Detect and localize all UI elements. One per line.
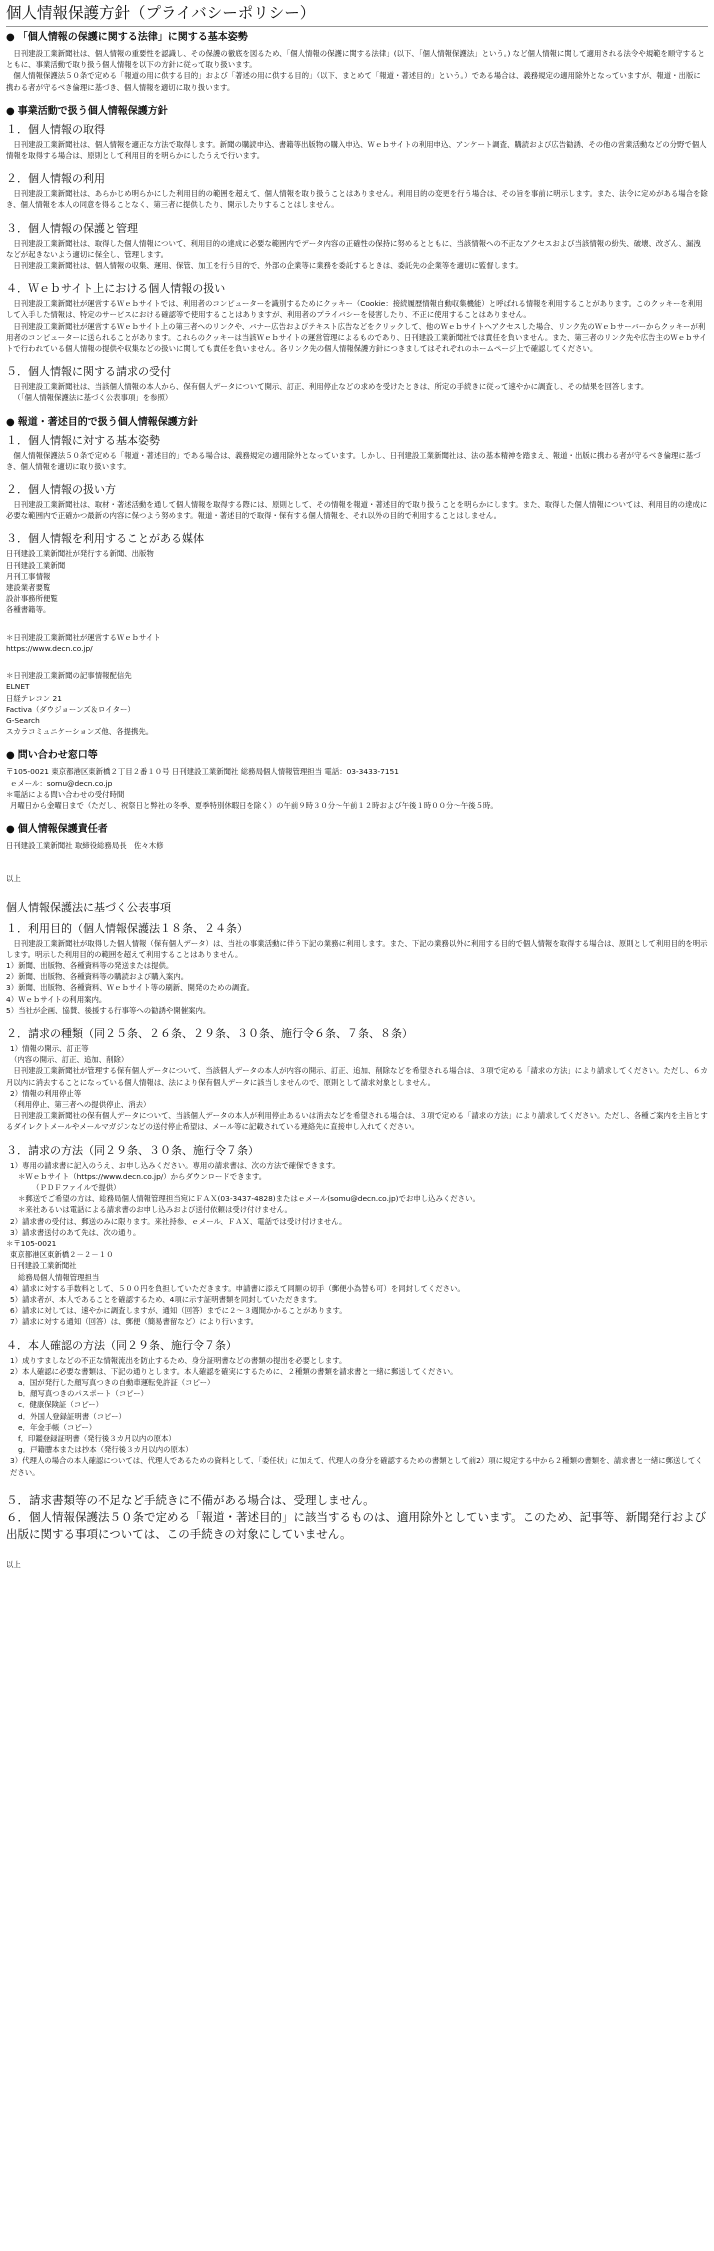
list-item: 4）Ｗｅｂサイトの利用案内。 <box>6 994 107 1004</box>
list-item: 2）本人確認に必要な書類は、下記の通りとします。本人確認を確実にするために、２種類の書類を請求書と一緒に郵送してください。 <box>10 1366 458 1376</box>
section-para: 個人情報保護法５０条で定める「報道・著述目的」である場合は、義務規定の適用除外となっています。しかし、日刊建設工業新聞社は、法の基本精神を踏まえ、報道・出版に携わる者が守るべき倫理に基づき、個人情報を適切に取り扱います。 <box>6 450 701 471</box>
section-title: ４．Ｗｅｂサイト上における個人情報の扱い <box>6 282 226 296</box>
section-title: １．個人情報に対する基本姿勢 <box>6 433 160 447</box>
public-items-heading: 個人情報保護法に基づく公表事項 <box>6 900 171 914</box>
list-item: ＊〒105-0021 <box>6 1239 57 1248</box>
list-item: 2）請求書の受付は、郵送のみに限ります。来社持参、ｅメール、ＦＡＸ、電話では受け付けません。 <box>10 1216 347 1226</box>
subsection-note: （利用停止、第三者への提供停止、消去） <box>10 1099 151 1109</box>
list-item: 設計事務所便覧 <box>6 594 58 604</box>
list-item: 各種書籍等。 <box>6 605 51 615</box>
section-para: 日刊建設工業新聞社が運営するＷｅｂサイトでは、利用者のコンピューターを識別するためにクッキー（Cookie：接続履歴情報自動収集機能）と呼ばれる情報を利用することがあります。このクッキーを利用して入手した情報は、特定のサービスにおける確認等で使用することはありますが、利用者のプライバシーを侵害したり、不正に使用することはありません。 <box>6 299 703 320</box>
list-item: 3）新聞、出版物、各種資料、Ｗｅｂサイト等の刷新、開発のための調査。 <box>6 983 255 993</box>
bullet-icon: ● <box>6 824 15 836</box>
contact-hours: 月曜日から金曜日まで（ただし、祝祭日と弊社の冬季、夏季特別休暇日を除く）の午前９時３０分～午前１２時および午後１時００分～午後５時。 <box>10 800 498 810</box>
list-item: ＊日刊建設工業新聞社が運営するＷｅｂサイト <box>6 632 161 642</box>
list-item: 日刊建設工業新聞社 <box>10 1261 77 1271</box>
section-title: ３．個人情報を利用することがある媒体 <box>6 532 204 546</box>
section-title: ５．個人情報に関する請求の受付 <box>6 365 171 379</box>
bullet-icon: ● <box>6 750 15 762</box>
section-title: １．個人情報の取得 <box>6 122 105 136</box>
media-list <box>6 548 708 737</box>
list-item: 1）成りすましなどの不正な情報流出を防止するため、身分証明書などの書類の提出を必要とします。 <box>10 1355 347 1365</box>
contact-address: 〒105-0021 東京都港区東新橋２丁目２番１０号 日刊建設工業新聞社 総務局個人情報管理担当 電話：03-3433-7151 <box>6 767 399 777</box>
list-item: 1）新聞、出版物、各種資料等の発送または提供。 <box>6 960 174 970</box>
section-para: 日刊建設工業新聞社は、当該個人情報の本人から、保有個人データについて開示、訂正、利用停止などの求めを受けたときは、所定の手続きに従って速やかに調査し、その結果を回答します。 <box>13 382 649 392</box>
section-para: 日刊建設工業新聞社が管理する保有個人データについて、当該個人データの本人が内容の開示、訂正、追加、削除などを希望される場合は、３項で定める「請求の方法」により請求してください。ただし、６カ月以内に消去することになっている個人情報は、法により保有個人データに該当しませんので、原則として請求対象としません。 <box>6 1066 708 1087</box>
section-para: 日刊建設工業新聞社は、個人情報の収集、運用、保管、加工を行う目的で、外部の企業等に業務を委託するときは、委託先の企業等を適切に監督します。 <box>13 261 523 271</box>
list-item: f．印鑑登録証明書（発行後３カ月以内の原本） <box>18 1434 176 1444</box>
contact-info <box>6 766 708 811</box>
list-item: Factiva（ダウジョーンズ＆ロイター） <box>6 704 135 714</box>
section-title: ２．請求の種類（同２５条、２６条、２９条、３０条、施行令６条、７条、８条） <box>6 1026 413 1040</box>
list-item: d．外国人登録証明書（コピー） <box>18 1411 126 1421</box>
list-item: （ＰＤＦファイルで提供） <box>32 1182 121 1192</box>
section-para: 日刊建設工業新聞社は、個人情報を適正な方法で取得します。新聞の購読申込、書籍等出版物の購入申込、Ｗｅｂサイトの利用申込、アンケート調査、購読および広告勧誘、その他の営業活動などの分野で個人情報を取得する場合は、原則として利用目的を明らかにしたうえで行います。 <box>6 139 707 161</box>
responsible-person: 日刊建設工業新聞社 取締役総務局長 佐々木修 <box>6 841 164 851</box>
list-item: ＊郵送でご希望の方は、総務局個人情報管理担当宛にＦＡＸ(03-3437-4828)またはｅメール(somu@decn.co.jp)でお申し込みください。 <box>18 1194 480 1204</box>
section-title: ３．請求の方法（同２９条、３０条、施行令７条） <box>6 1143 259 1157</box>
list-item: 2）新聞、出版物、各種資料等の購読および購入案内。 <box>6 972 189 982</box>
list-item: 総務局個人情報管理担当 <box>18 1272 100 1282</box>
list-item: 建設業者要覧 <box>6 583 51 593</box>
section-para: 日刊建設工業新聞社が取得した個人情報（保有個人データ）は、当社の事業活動に伴う下記の業務に利用します。また、下記の業務以外に利用する目的で個人情報を取得する場合は、原則として利用目的を明示します。明示した利用目的の範囲を超えて利用することはありません。 <box>6 938 708 959</box>
list-item: 7）請求に対する通知（回答）は、郵便（簡易書留など）により行います。 <box>10 1317 259 1327</box>
responsible-heading: ● 個人情報保護責任者 <box>6 824 108 836</box>
list-item: スカラコミュニケーションズ他、各提携先。 <box>6 727 154 737</box>
press-policy-heading: ● 報道・著述目的で扱う個人情報保護方針 <box>6 416 198 428</box>
section-title: ２．個人情報の利用 <box>6 172 105 186</box>
section-para: 日刊建設工業新聞社の保有個人データについて、当該個人データの本人が利用停止あるいは消去などを希望される場合は、３項で定める「請求の方法」により請求してください。ただし、各種ご案内を主旨とするダイレクトメールやメールマガジンなどの送付停止希望は、メール等に記載されている連絡先に直接申し入れてください。 <box>6 1111 708 1132</box>
list-item: 3）請求書送付のあて先は、次の通り。 <box>10 1227 141 1237</box>
section-para: 日刊建設工業新聞社は、あらかじめ明らかにした利用目的の範囲を超えて、個人情報を取り扱うことはありません。利用目的の変更を行う場合は、その旨を事前に明示します。また、法令に定めがある場合を除き、個人情報を本人の同意を得ることなく、第三者に提供したり、開示したりすることはしません。 <box>6 189 708 210</box>
bullet-icon: ● <box>6 32 15 43</box>
section-para: 日刊建設工業新聞社は、取得した個人情報について、利用目的の達成に必要な範囲内でデータ内容の正確性の保持に努めるとともに、当該情報への不正なアクセスおよび当該情報の紛失、破壊、改ざん、漏洩などが起きないよう適切に保全し、管理します。 <box>6 238 701 259</box>
basic-policy-para: 個人情報保護法５０条で定める「報道の用に供する目的」および「著述の用に供する目的」（以下、まとめて「報道・著述目的」という。）である場合は、義務規定の適用除外となっていますが、報道・出版に携わる者が守るべき倫理に基づき、個人情報を適切に取り扱います。 <box>6 71 701 92</box>
list-item: 6）請求に対しては、速やかに調査しますが、通知（回答）までに２～３週間かかることがあります。 <box>10 1306 347 1316</box>
basic-policy-para: 日刊建設工業新聞社は、個人情報の重要性を認識し、その保護の徹底を図るため、「個人情報の保護に関する法律」(以下、「個人情報保護法」という。) など個人情報に関して適用される法令や規範を順守するとともに、事業活動で取り扱う個人情報を以下の方針に従って取り扱います。 <box>6 49 705 70</box>
list-item: 5）当社が企画、協賛、後援する行事等への勧誘や開催案内。 <box>6 1005 211 1015</box>
list-item: 日経テレコン 21 <box>6 693 62 703</box>
list-item: 1）専用の請求書に記入のうえ、お申し込みください。専用の請求書は、次の方法で確保できます。 <box>10 1160 340 1170</box>
request-method-list <box>6 1160 708 1328</box>
website-link[interactable]: https://www.decn.co.jp/ <box>6 643 93 653</box>
contact-email[interactable]: ｅメール：somu@decn.co.jp <box>10 778 113 788</box>
list-item: 5）請求者が、本人であることを確認するため、4項に示す証明書類を同封していただきます。 <box>10 1295 322 1305</box>
list-item: b．顔写真つきのパスポート（コピー） <box>18 1389 149 1399</box>
subsection-note: （内容の開示、訂正、追加、削除） <box>10 1055 129 1065</box>
section-para: 日刊建設工業新聞社は、取材・著述活動を通して個人情報を取得する際には、原則として、その情報を報道・著述目的で取り扱うことを明らかにします。また、取得した個人情報については、利用目的の達成に必要な範囲内で正確かつ最新の内容に保つよう努めます。報道・著述目的で取得・保有する個人情報を、それ以外の目的で利用することはしません。 <box>6 500 708 521</box>
subsection-title: 2）情報の利用停止等 <box>10 1088 82 1098</box>
list-item: ＊Ｗｅｂサイト（https://www.decn.co.jp/）からダウンロードできます。 <box>18 1171 267 1181</box>
list-item: e．年金手帳（コピー） <box>18 1422 97 1432</box>
list-item: c．健康保険証（コピー） <box>18 1400 104 1410</box>
contact-heading: ● 問い合わせ窓口等 <box>6 750 98 762</box>
end-mark: 以上 <box>6 874 21 884</box>
bullet-icon: ● <box>6 105 15 117</box>
list-item: ELNET <box>6 682 30 692</box>
section-title: ４．本人確認の方法（同２９条、施行令７条） <box>6 1338 237 1352</box>
list-item: 3）代理人の場合の本人確認については、代理人であるための資料として、「委任状」に加えて、代理人の身分を確認するための書類として前2）項に規定する中から２種類の書類を、請求書と一緒に郵送してください。 <box>10 1456 703 1477</box>
subsection-title: 1）情報の開示、訂正等 <box>10 1043 89 1053</box>
list-item: G-Search <box>6 715 40 725</box>
end-mark: 以上 <box>6 1559 21 1569</box>
section-para: 日刊建設工業新聞社が運営するＷｅｂサイト上の第三者へのリンクや、バナー広告およびテキスト広告などをクリックして、他のＷｅｂサイトへアクセスした場合、リンク先のＷｅｂサーバーからクッキーが利用者のコンピューターに送られることがあります。これらのクッキーは当該Ｗｅｂサイトの運営管理によるものであり、日刊建設工業新聞社では責任を負いません。また、第三者のリンク先や広告主のＷｅｂサイトで行われている個人情報の提供や収集などの扱いに関しても責任を負いません。各リンク先の個人情報保護方針につきましてはそれぞれのホームページ上で確認してください。 <box>6 321 707 354</box>
list-item: ＊来社あるいは電話による請求書のお申し込みおよび送付依頼は受け付けません。 <box>18 1205 292 1215</box>
list-item: 東京都港区東新橋２－２－１０ <box>10 1250 114 1260</box>
section-para: （「個人情報保護法に基づく公表事項」を参照） <box>13 393 173 403</box>
purpose-list <box>6 960 708 1016</box>
list-item: 4）請求に対する手数料として、５００円を負担していただきます。申請書に添えて同額の切手（郵便小為替も可）を同封してください。 <box>10 1283 465 1293</box>
bullet-icon: ● <box>6 416 15 428</box>
contact-hours-label: ＊電話による問い合わせの受付時間 <box>6 789 125 799</box>
list-item: 日刊建設工業新聞社が発行する新聞、出版物 <box>6 549 154 559</box>
business-policy-heading: ● 事業活動で扱う個人情報保護方針 <box>6 105 168 117</box>
section-title: １．利用目的（個人情報保護法１８条、２４条） <box>6 921 248 935</box>
list-item: 日刊建設工業新聞 <box>6 560 66 570</box>
list-item: 月刊工事情報 <box>6 571 51 581</box>
list-item: a．国が発行した顔写真つきの自動車運転免許証（コピー） <box>18 1378 215 1388</box>
section-title: ２．個人情報の扱い方 <box>6 483 116 497</box>
basic-policy-heading: ● 「個人情報の保護に関する法律」に関する基本姿勢 <box>6 32 248 43</box>
list-item: ＊日刊建設工業新聞の記事情報配信先 <box>6 671 132 681</box>
section-title: ５．請求書類等の不足など手続きに不備がある場合は、受理しません。 <box>6 1492 375 1507</box>
list-item: g．戸籍謄本または抄本（発行後３カ月以内の原本） <box>18 1445 193 1455</box>
identity-check-list <box>6 1355 708 1478</box>
page-title: 個人情報保護方針（プライバシーポリシー） <box>6 2 708 27</box>
section-title: ６．個人情報保護法５０条で定める「報道・著述目的」に該当するものは、適用除外としています。このため、記事等、新聞発行および出版に関する事項については、この手続きの対象にしていません。 <box>6 1509 707 1541</box>
section-title: ３．個人情報の保護と管理 <box>6 221 138 235</box>
